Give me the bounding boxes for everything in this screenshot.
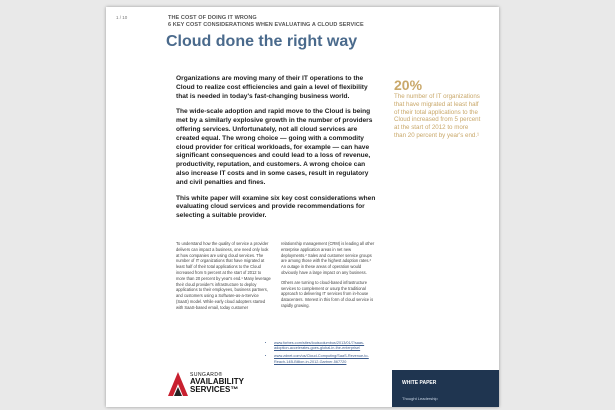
brand-line-3: SERVICES™	[190, 385, 239, 394]
page-number: 1 / 10	[116, 15, 128, 20]
intro-paragraph-1: Organizations are moving many of their IT operations to the Cloud to realize cost efficiencies and gain a level of flexibility that is needed in today's fast-changing business world.	[176, 75, 368, 100]
body-column-1	[176, 241, 271, 315]
stat-value: 20%	[394, 77, 423, 93]
brand-text	[190, 373, 244, 394]
body-paragraph: To understand how the quality of service a provider delivers can impact a business, one need only look at how companies are using cloud services. The number of IT organizations that have migrated at least half of their total applications to the Cloud increased from 5 percent at the start of 2012 to more than 20 percent by year's end.¹ Many leverage their cloud provider's infrastructure to deploy applications to their employees, business partners, and customers using a Software-as-a-Service (SaaS) model. While early cloud adopters started with SaaS-based email, today customer	[176, 241, 271, 310]
brand-line-1: SUNGARD®	[190, 372, 223, 378]
footnote-link[interactable]: • www.forbes.com/sites/louiscolumbus/2013/01/7/saas-adoption-accelerates-goes-global-in-the-enterprise/	[274, 341, 378, 351]
header-kicker	[168, 15, 364, 29]
body-column-2	[281, 241, 376, 313]
page-title: Cloud done the right way	[166, 33, 358, 50]
footnote-link[interactable]: • www.zdnet.com/us/Cloud-Computing/SaaS-Revenue-to-Reach-14B-Billion-in-2012-Gartner-567720	[274, 354, 378, 364]
stat-text: The number of IT organizations that have migrated at least half of their total applications to the Cloud increased from 5 percent at the start of 2012 to more than 20 percent by year's end.¹	[394, 93, 481, 139]
body-paragraph: Others are turning to cloud-based infrastructure services to complement or usurp the traditional approach to delivering IT services from in-house datacenters. Interest in this form of cloud service is rapidly growing.	[281, 279, 374, 308]
kicker-line-2: 6 KEY COST CONSIDERATIONS WHEN EVALUATING A CLOUD SERVICE	[168, 22, 364, 28]
kicker-line-1: THE COST OF DOING IT WRONG	[168, 15, 257, 21]
document-page	[106, 7, 499, 407]
document-type-sublabel: Thought Leadership	[402, 396, 438, 401]
document-type-box	[392, 370, 499, 407]
intro-section	[176, 75, 376, 228]
intro-paragraph-2: The wide-scale adoption and rapid move to the Cloud is being met by a similarly explosive growth in the number of providers offering services. Unfortunately, not all cloud services are created equal. The wrong choice — going with a commodity cloud provider for critical workloads, for example — can have significant consequences and could lead to a loss of revenue, productivity, reputation, and customers. A wrong choice can also increase IT costs and in some cases, result in regulatory and civil penalties and fines.	[176, 108, 373, 186]
sungard-logo-mark-icon	[166, 371, 190, 397]
brand-line-2: AVAILABILITY	[190, 377, 244, 386]
intro-paragraph-3: This white paper will examine six key cost considerations when evaluating cloud services and provide recommendations for selecting a suitable provider.	[176, 194, 376, 220]
stat-callout	[394, 77, 482, 140]
body-paragraph: relationship management (CRM) is leading all other enterprise application areas in net new deployments.² Sales and customer service groups are among those with the highest adoption rates.³ An outage in these areas of operation would obviously have a large impact on any business.	[281, 241, 375, 275]
document-type-label: WHITE PAPER	[402, 380, 437, 386]
footnote-links	[266, 341, 378, 368]
